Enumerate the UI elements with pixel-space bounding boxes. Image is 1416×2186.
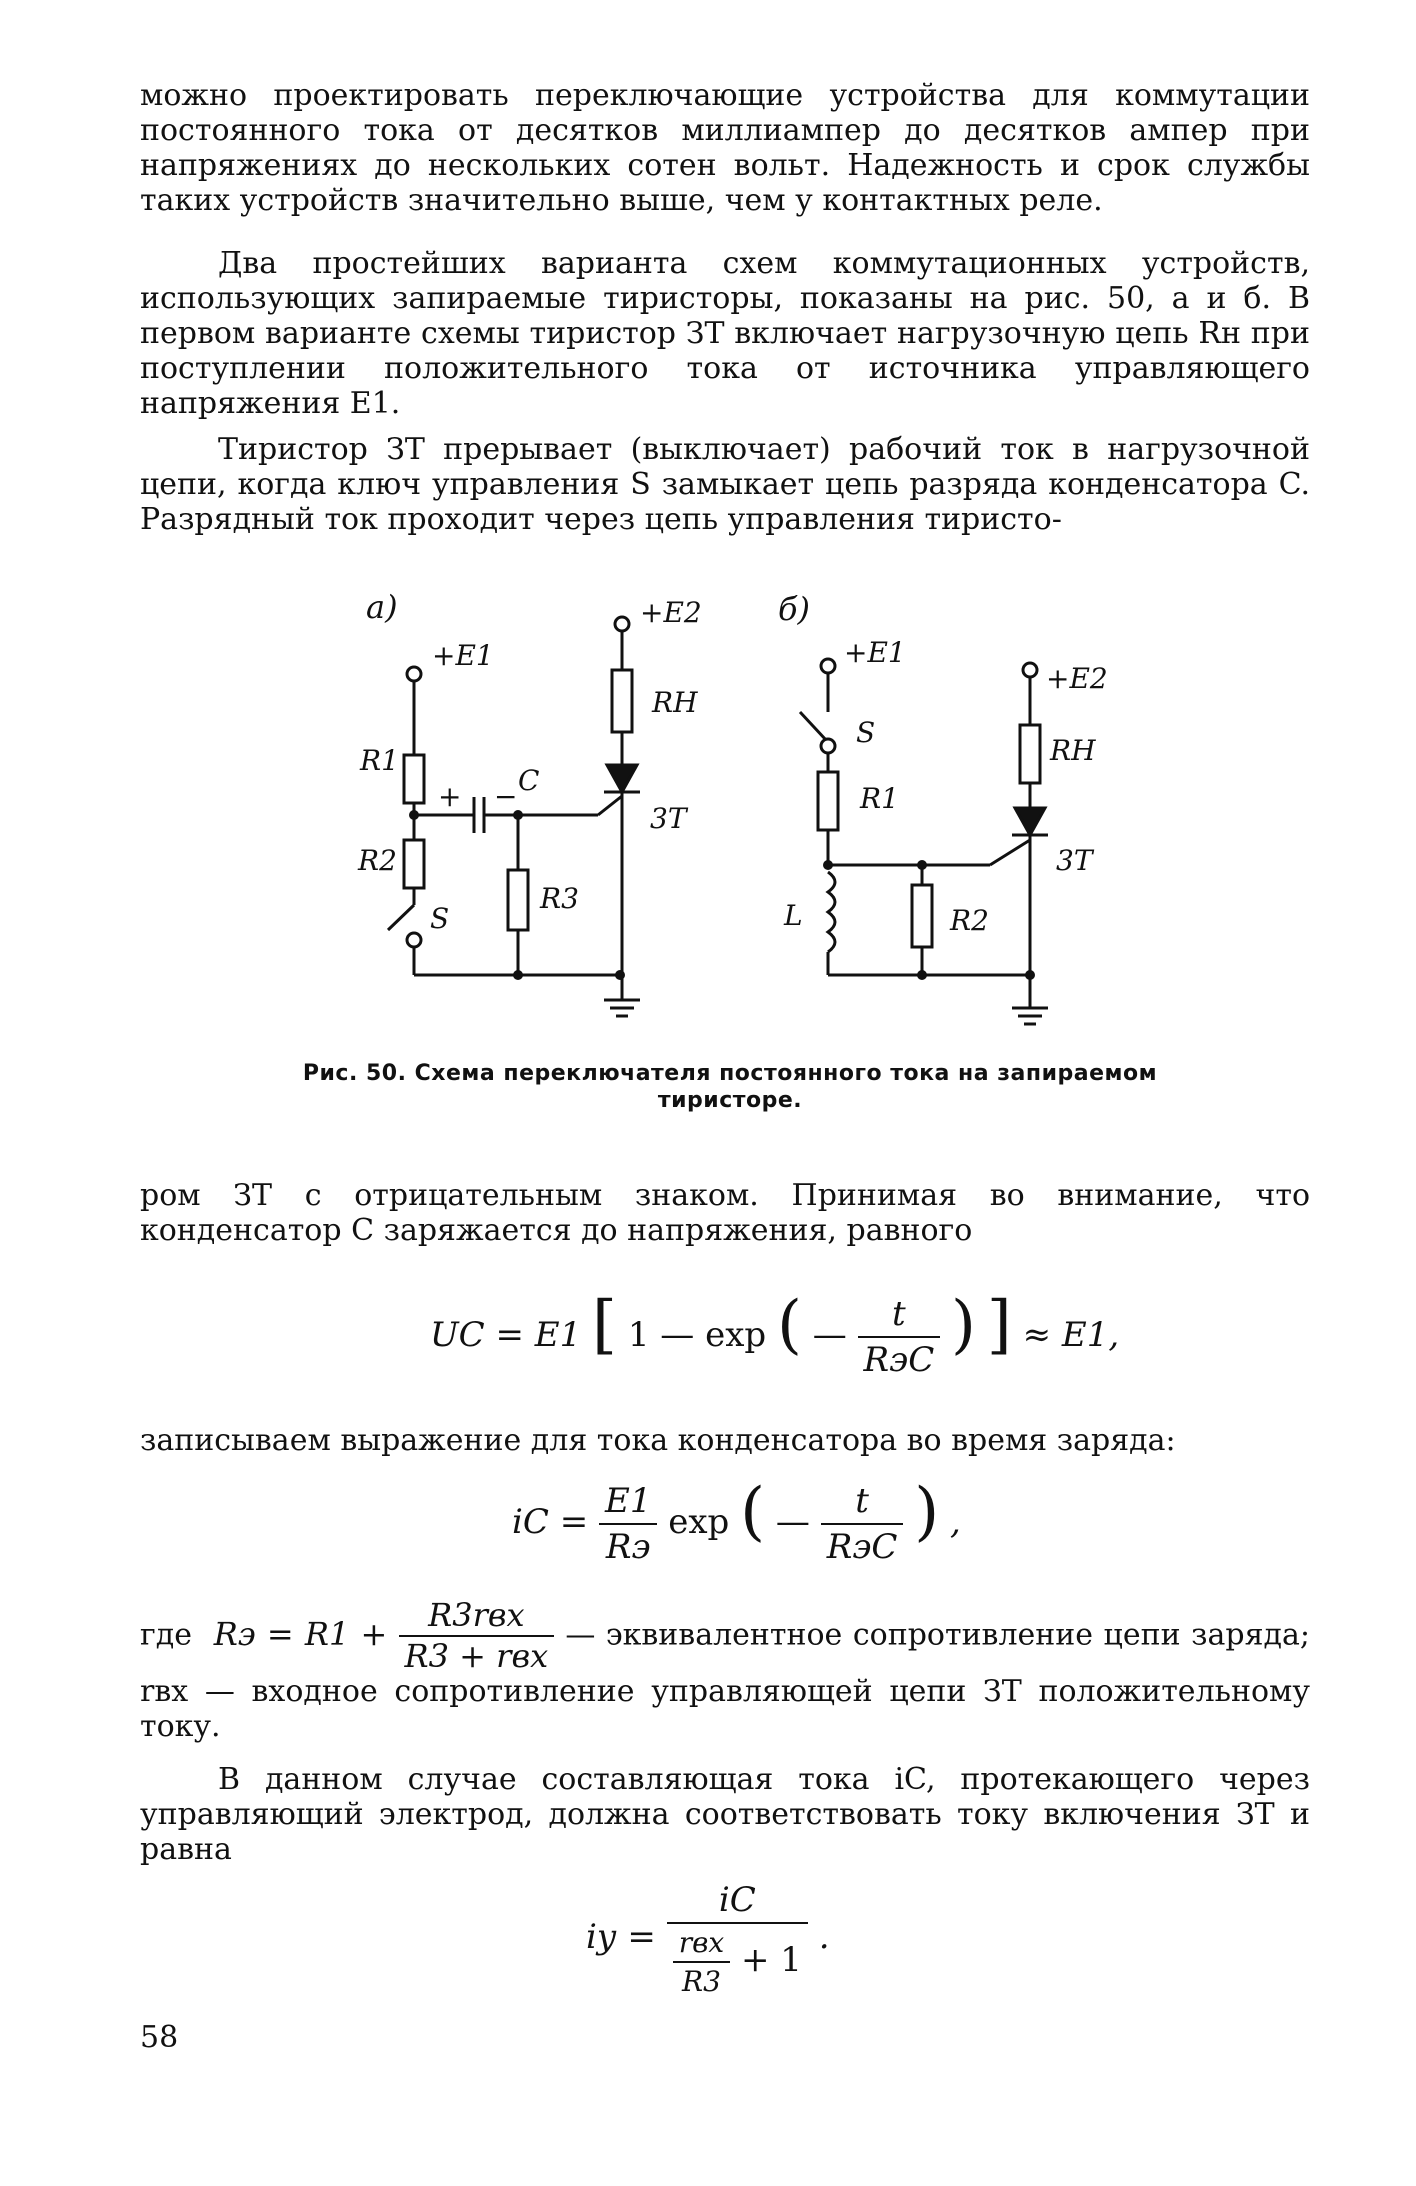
- a-3t-label: 3T: [650, 802, 687, 835]
- figure-caption: Рис. 50. Схема переключателя постоянного тока на запираемом тиристоре.: [302, 1061, 1158, 1113]
- b-l-label: L: [784, 899, 803, 932]
- formula-re: [203, 1596, 566, 1675]
- iy-den-num: rвх: [678, 1926, 725, 1959]
- a-c-label: C: [518, 764, 540, 797]
- a-c-minus-label: −: [494, 780, 518, 813]
- ic-den: Rэ: [599, 1523, 657, 1567]
- b-rh-resistor: [1020, 725, 1040, 783]
- label-b: б): [778, 590, 811, 628]
- paragraph-1: можно проектировать переключающие устройства для коммутации постоянного тока от десятков миллиампер до десятков ампер при напряжениях до нескольких сотен вольт. Надежность и срок службы таких устройств значительно выше, чем у контактных реле.: [140, 78, 1310, 218]
- a-r2-label: R2: [358, 844, 397, 877]
- iy-num: iC: [718, 1880, 756, 1920]
- uc-bracket-close: ]: [986, 1288, 1012, 1362]
- page-number: 58: [140, 2020, 179, 2055]
- iy-lhs: iу =: [586, 1917, 656, 1957]
- paragraph-4: ром ЗТ с отрицательным знаком. Принимая во внимание, что конденсатор C заряжается до напряжения, равного: [140, 1178, 1310, 1248]
- iy-tail: .: [818, 1917, 830, 1957]
- a-r2-resistor: [404, 840, 424, 888]
- ic-tail: ,: [949, 1502, 961, 1542]
- paragraph-5: записываем выражение для тока конденсатора во время заряда:: [140, 1423, 1176, 1458]
- ic-exp: exp: [668, 1502, 730, 1542]
- formula-ic: [512, 1475, 961, 1567]
- ic-fraction: [599, 1481, 657, 1567]
- b-thyristor-3t: [1015, 808, 1045, 835]
- b-switch-s: [800, 712, 826, 740]
- b-r1-label: R1: [860, 782, 899, 815]
- re-den: R3 + rвх: [399, 1635, 555, 1674]
- iy-fraction: [667, 1880, 808, 1998]
- re-lhs: Rэ = R1 +: [213, 1614, 388, 1653]
- b-s-label: S: [856, 716, 876, 749]
- ic-t-fraction: [821, 1481, 904, 1567]
- a-r3-resistor: [508, 870, 528, 930]
- a-s-label: S: [430, 902, 450, 935]
- iy-plus: + 1: [741, 1940, 802, 1980]
- uc-paren-close: ): [951, 1288, 976, 1362]
- ic-minus: —: [775, 1502, 810, 1542]
- b-inductor-l: [828, 872, 835, 952]
- re-num: R3rвх: [428, 1596, 525, 1634]
- ic-paren-open: (: [740, 1475, 766, 1549]
- re-fraction: [399, 1598, 555, 1674]
- paragraph-2: Два простейших варианта схем коммутационных устройств, использующих запираемые тиристоры, показаны на рис. 50, а и б. В первом варианте схемы тиристор ЗТ включает нагрузочную цепь Rн при поступлении положительного тока от источника управляющего напряжения E1.: [140, 246, 1310, 421]
- b-3t-label: 3T: [1056, 844, 1093, 877]
- a-rh-resistor: [612, 670, 632, 732]
- iy-den: [667, 1922, 808, 1998]
- b-e2-label: +E2: [1046, 662, 1108, 695]
- a-e1-label: +E1: [432, 639, 494, 672]
- b-rh-label: RH: [1050, 734, 1096, 767]
- ic-num: E1: [605, 1481, 652, 1521]
- a-e2-label: +E2: [640, 596, 702, 629]
- uc-num: t: [892, 1294, 906, 1334]
- uc-inner: 1 — exp: [627, 1315, 767, 1355]
- formula-uc: [430, 1288, 1119, 1380]
- paragraph-6: [140, 1598, 1310, 1744]
- ic-paren-close: ): [914, 1475, 940, 1549]
- b-r2-label: R2: [950, 904, 989, 937]
- label-a: а): [366, 588, 398, 626]
- a-switch-s: [388, 905, 414, 930]
- uc-lhs: UC = E1: [430, 1315, 582, 1355]
- a-r3-label: R3: [540, 882, 579, 915]
- ic-tnum: t: [855, 1481, 869, 1521]
- paragraph-7: В данном случае составляющая тока iC, протекающего через управляющий электрод, должна соответствовать току включения ЗТ и равна: [140, 1762, 1310, 1867]
- iy-den-den: R3: [673, 1961, 730, 1998]
- uc-den: RэC: [858, 1336, 941, 1380]
- uc-fraction: [858, 1294, 941, 1380]
- where-word: где: [140, 1617, 192, 1653]
- b-r1-resistor: [818, 772, 838, 830]
- ic-tden: RэC: [821, 1523, 904, 1567]
- ic-lhs: iC =: [512, 1502, 589, 1542]
- a-r1-label: R1: [360, 744, 399, 777]
- a-rh-label: RH: [652, 686, 698, 719]
- a-r1-resistor: [404, 755, 424, 803]
- b-e1-label: +E1: [844, 636, 906, 669]
- uc-rhs: ≈ E1,: [1022, 1315, 1120, 1355]
- a-e1-terminal: [407, 667, 421, 681]
- formula-iy: [586, 1880, 830, 1998]
- iy-inner-fraction: [673, 1926, 730, 1998]
- uc-minus: —: [812, 1315, 847, 1355]
- b-e1-terminal: [821, 659, 835, 673]
- uc-paren-open: (: [776, 1288, 802, 1362]
- a-thyristor-3t: [607, 765, 637, 792]
- b-e2-terminal: [1023, 663, 1037, 677]
- uc-bracket-open: [: [592, 1288, 618, 1362]
- figure-50-schematic: [0, 0, 1416, 1060]
- a-c-plus-label: +: [438, 780, 462, 813]
- paragraph-3: Тиристор ЗТ прерывает (выключает) рабочий ток в нагрузочной цепи, когда ключ управления S замыкает цепь разряда конденсатора C. Разрядный ток проходит через цепь управления тиристо-: [140, 432, 1310, 537]
- b-r2-resistor: [912, 885, 932, 947]
- a-e2-terminal: [615, 617, 629, 631]
- where-rest: — эквивалентное сопротивление цепи заряда; rвх — входное сопротивление управляющей цепи ЗТ положительному току.: [140, 1617, 1310, 1744]
